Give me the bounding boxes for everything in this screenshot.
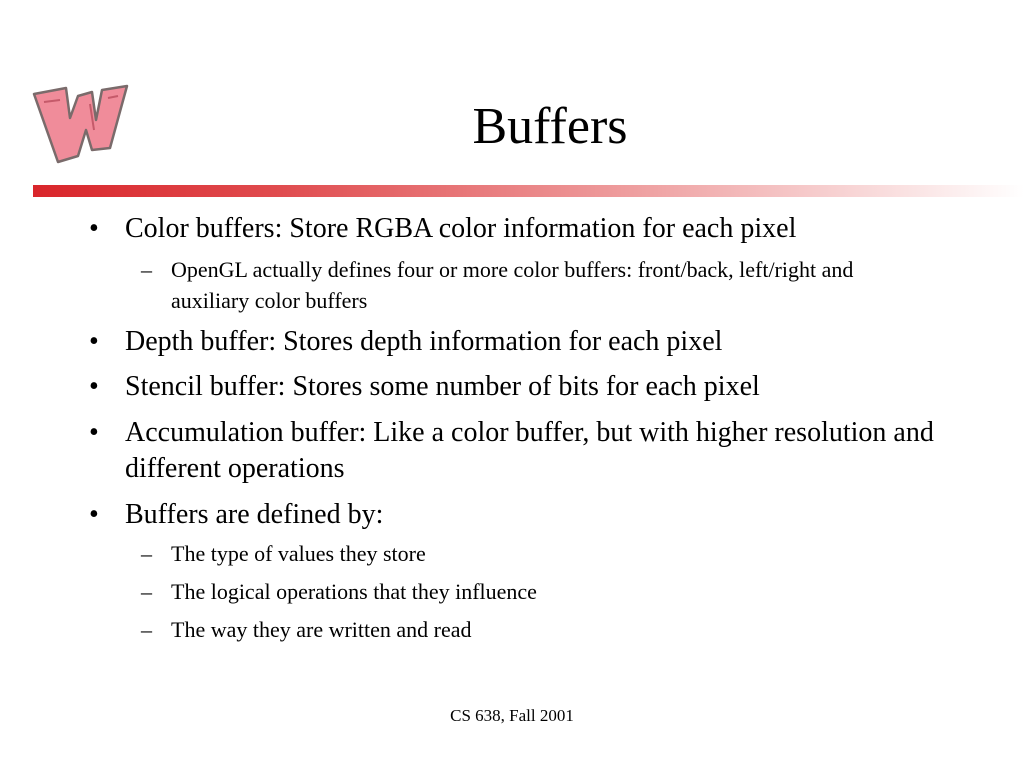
- subbullet-opengl-color-buffers: – OpenGL actually defines four or more color buffers: front/back, left/right and auxiliary color buffers: [171, 254, 931, 316]
- subbullet-written-and-read: – The way they are written and read: [171, 614, 931, 645]
- bullet-buffers-defined-by: • Buffers are defined by:: [125, 497, 945, 533]
- bullet-stencil-buffer: • Stencil buffer: Stores some number of bits for each pixel: [125, 369, 945, 405]
- slide-title: Buffers: [472, 98, 628, 155]
- bullet-accumulation-buffer: • Accumulation buffer: Like a color buffer, but with higher resolution and different operations: [125, 415, 945, 487]
- bullet-color-buffers: • Color buffers: Store RGBA color information for each pixel: [125, 211, 945, 247]
- slide-footer: CS 638, Fall 2001: [450, 706, 574, 725]
- bullet-depth-buffer: • Depth buffer: Stores depth information for each pixel: [125, 324, 945, 360]
- subbullet-value-types: – The type of values they store: [171, 538, 931, 569]
- subbullet-logical-operations: – The logical operations that they influence: [171, 576, 931, 607]
